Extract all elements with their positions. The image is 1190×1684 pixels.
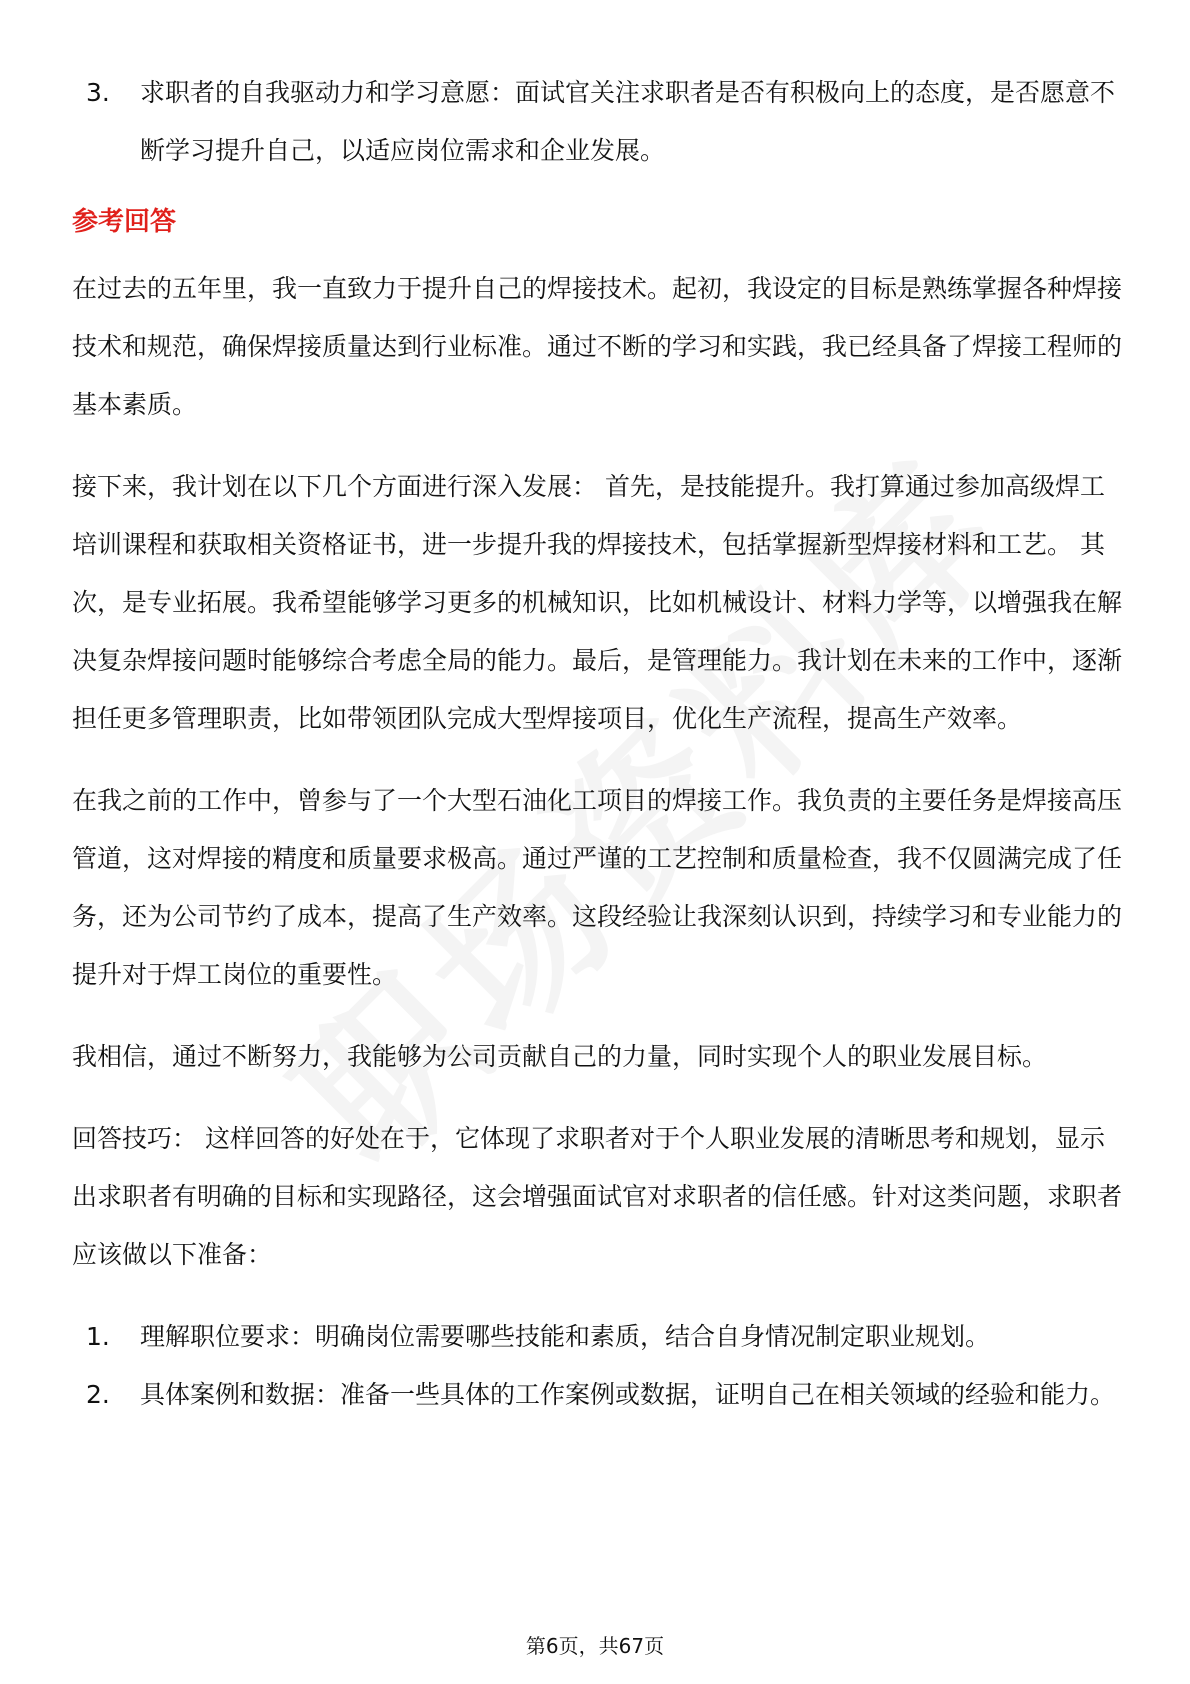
paragraph-1: 在过去的五年里，我一直致力于提升自己的焊接技术。起初，我设定的目标是熟练掌握各种焊接技术和规范，确保焊接质量达到行业标准。通过不断的学习和实践，我已经具备了焊接工程师的基本素质。: [72, 274, 1123, 419]
document-body: [72, 64, 1122, 1424]
paragraph-2: 接下来，我计划在以下几个方面进行深入发展： 首先，是技能提升。我打算通过参加高级焊工培训课程和获取相关资格证书，进一步提升我的焊接技术，包括掌握新型焊接材料和工艺。 其次，是专业拓展。我希望能够学习更多的机械知识，比如机械设计、材料力学等，以增强我在解决复杂焊接问题时能够综合考虑全局的能力。最后，是管理能力。我计划在未来的工作中，逐渐担任更多管理职责，比如带领团队完成大型焊接项目，优化生产流程，提高生产效率。: [72, 472, 1123, 733]
paragraph-3: 在我之前的工作中，曾参与了一个大型石油化工项目的焊接工作。我负责的主要任务是焊接高压管道，这对焊接的精度和质量要求极高。通过严谨的工艺控制和质量检查，我不仅圆满完成了任务，还为公司节约了成本，提高了生产效率。这段经验让我深刻认识到，持续学习和专业能力的提升对于焊工岗位的重要性。: [72, 786, 1123, 989]
paragraph-4: 我相信，通过不断努力，我能够为公司贡献自己的力量，同时实现个人的职业发展目标。: [72, 1042, 1048, 1071]
list-number: 2.: [86, 1380, 110, 1409]
list-number: 1.: [86, 1322, 110, 1351]
list-text: 理解职位要求：明确岗位需要哪些技能和素质，结合自身情况制定职业规划。: [140, 1322, 991, 1351]
list-number: 3.: [86, 78, 110, 107]
page-footer: 第6页，共67页: [525, 1634, 665, 1658]
list-item-1: [72, 1308, 1122, 1366]
section-heading: 参考回答: [72, 207, 177, 237]
list-text: 具体案例和数据：准备一些具体的工作案例或数据，证明自己在相关领域的经验和能力。: [140, 1380, 1116, 1409]
list-item-3: [72, 64, 1122, 180]
list-text: 求职者的自我驱动力和学习意愿：面试官关注求职者是否有积极向上的态度，是否愿意不断学习提升自己，以适应岗位需求和企业发展。: [140, 78, 1116, 165]
paragraph-tips: 回答技巧： 这样回答的好处在于，它体现了求职者对于个人职业发展的清晰思考和规划，显示出求职者有明确的目标和实现路径，这会增强面试官对求职者的信任感。针对这类问题，求职者应该做以下准备：: [72, 1124, 1123, 1269]
list-item-2: [72, 1366, 1122, 1424]
